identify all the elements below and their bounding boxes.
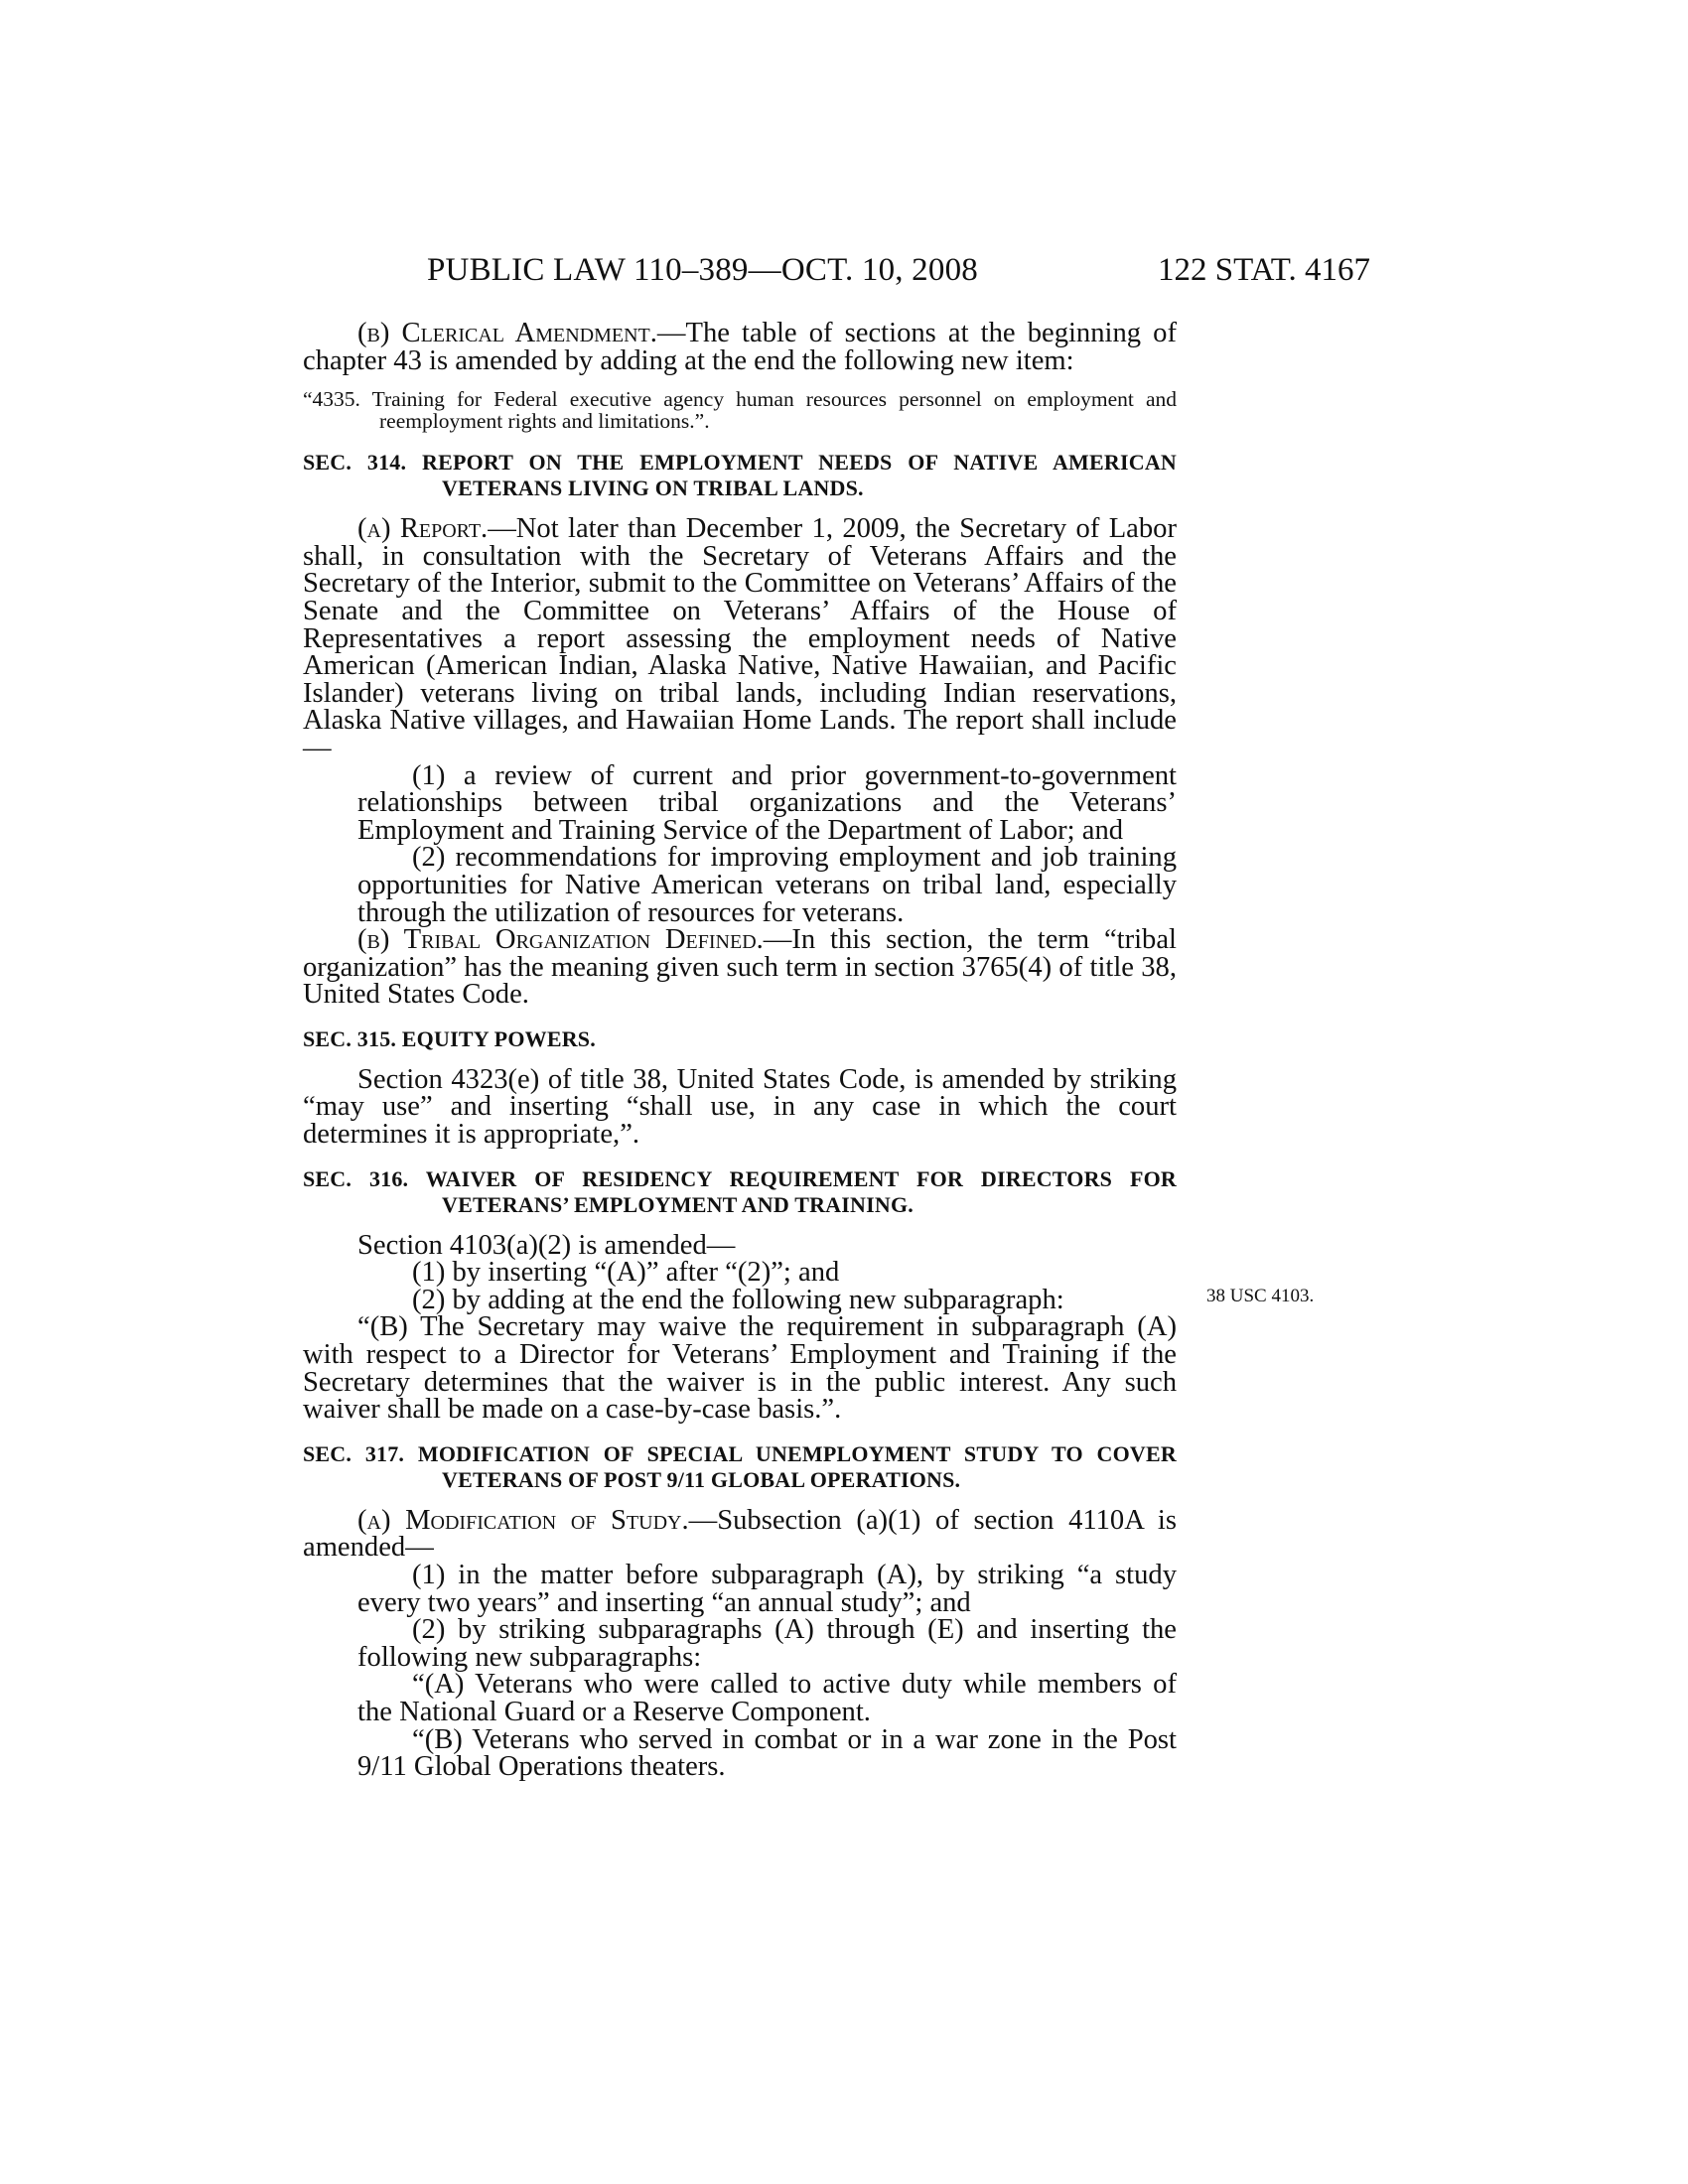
clerical-amendment-text: —The table of sections at the beginning of chapter 43 is amended by adding at the end the following new item: [303,318,1178,376]
clerical-amendment-label: (b) Clerical Amendment. [357,318,657,348]
sec-317-heading: SEC. 317. MODIFICATION OF SPECIAL UNEMPLOYMENT STUDY TO COVER VETERANS OF POST 9/11 GLOBAL OPERATIONS. [303,1440,1177,1492]
sec-317-a-1: (1) in the matter before subparagraph (A), by striking “a study every two years” and inserting “an annual study”; and [357,1560,1177,1618]
sec-314-a-1: (1) a review of current and prior government-to-government relationships between tribal organizations and the Veterans’ Employment and Training Service of the Department of Labor; and [357,759,1177,846]
sec-316-quoted-subparagraph: “(B) The Secretary may waive the requirement in subparagraph (A) with respect to a Director for Veterans’ Employment and Training if the Secretary determines that the waiver is in the public interest. Any such waiver shall be made on a case-by-case basis.”. [303,1311,1177,1426]
table-item-4335: “4335. Training for Federal executive agency human resources personnel on employment and reemployment rights and limitations.”. [303,387,1177,434]
sec-317-a-text: —Subsection (a)(1) of section 4110A is amended— [303,1504,1177,1564]
sec-317-a-2: (2) by striking subparagraphs (A) through (E) and inserting the following new subparagraphs: [357,1614,1177,1673]
sec-314-b-paragraph [303,926,1177,1009]
sec-317-subparagraph-B: “(B) Veterans who served in combat or in a war zone in the Post 9/11 Global Operations theaters. [357,1723,1177,1783]
sec-316-item-1: (1) by inserting “(A)” after “(2)”; and [412,1257,840,1289]
sec-316-item-2: (2) by adding at the end the following new subparagraph: [412,1284,1064,1315]
sec-316-intro: Section 4103(a)(2) is amended— [357,1229,736,1261]
margin-note-citation: 38 USC 4103. [1206,1286,1315,1306]
sec-314-a-2: (2) recommendations for improving employment and job training opportunities for Native American veterans on tribal land, especially through the utilization of resources for veterans. [357,842,1177,928]
document-body [303,320,1177,1781]
header-public-law: PUBLIC LAW 110–389—OCT. 10, 2008 [427,252,978,288]
sec-317-subparagraph-A: “(A) Veterans who were called to active duty while members of the National Guard or a Reserve Component. [357,1669,1177,1727]
clerical-amendment-paragraph [303,320,1177,374]
sec-317-a-label: (a) Modification of Study. [357,1504,689,1536]
sec-316-heading: SEC. 316. WAIVER OF RESIDENCY REQUIREMENT FOR DIRECTORS FOR VETERANS’ EMPLOYMENT AND TRAINING. [303,1165,1177,1217]
sec-315-heading: SEC. 315. EQUITY POWERS. [303,1025,596,1051]
sec-314-heading: SEC. 314. REPORT ON THE EMPLOYMENT NEEDS OF NATIVE AMERICAN VETERANS LIVING ON TRIBAL LANDS. [303,450,1177,501]
sec-314-a-text: —Not later than December 1, 2009, the Secretary of Labor shall, in consultation with the Secretary of Veterans Affairs and the Secretary of the Interior, submit to the Committee on Veterans’ Affairs of the Senate and the Committee on Veterans’ Affairs of the House of Representatives a report assessing the employment needs of Native American (American Indian, Alaska Native, Native Hawaiian, and Pacific Islander) veterans living on tribal lands, including Indian reservations, Alaska Native villages, and Hawaiian Home Lands. The report shall include— [303,513,1177,763]
sec-315-text: Section 4323(e) of title 38, United States Code, is amended by striking “may use” and inserting “shall use, in any case in which the court determines it is appropriate,”. [303,1063,1177,1151]
sec-314-a-label: (a) Report. [357,513,489,545]
sec-314-a-paragraph [303,515,1177,761]
page-header [427,250,1370,290]
sec-314-b-label: (b) Tribal Organization Defined. [357,924,764,956]
header-stat-page: 122 STAT. 4167 [1157,252,1370,288]
sec-314-b-text: —In this section, the term “tribal organization” has the meaning given such term in section 3765(4) of title 38, United States Code. [303,924,1177,1011]
sec-317-a-paragraph [303,1504,1177,1564]
